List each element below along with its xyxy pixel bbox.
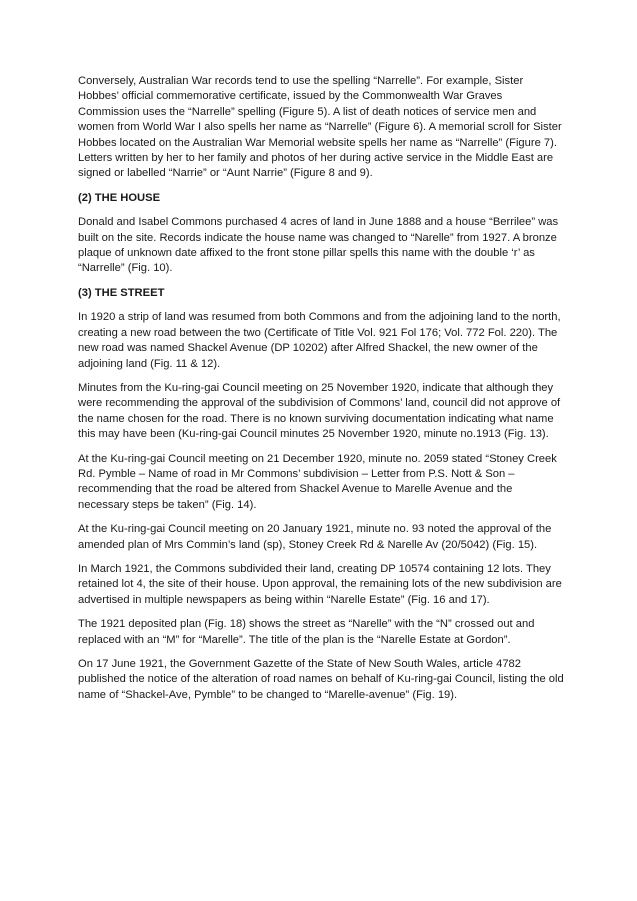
section-heading-house: (2) THE HOUSE	[78, 191, 161, 204]
paragraph-council-nov-1920: Minutes from the Ku-ring-gai Council meeting on 25 November 1920, indicate that although they were recommending the approval of the subdivision of Commons’ land, council did not approve of the name chosen for the road. There is no known surviving documentation indicating what name this may have been (Ku-ring-gai Council minutes 25 November 1920, minute no.1913 (Fig. 13).	[78, 381, 561, 441]
paragraph-subdivision-march-1921: In March 1921, the Commons subdivided their land, creating DP 10574 containing 12 lots. They retained lot 4, the site of their house. Upon approval, the remaining lots of the new subdivision are advertised in multiple newspapers as being within “Narelle Estate” (Fig. 16 and 17).	[78, 562, 562, 606]
section-heading-street: (3) THE STREET	[78, 286, 165, 299]
paragraph-council-dec-1920: At the Ku-ring-gai Council meeting on 21 December 1920, minute no. 2059 stated “Stoney Creek Rd. Pymble – Name of road in Mr Commons’ subdivision – Letter from P.S. Nott & Son – recommending that the road be altered from Shackel Avenue to Marelle Avenue and the necessary steps be taken” (Fig. 14).	[78, 452, 557, 511]
paragraph-government-gazette: On 17 June 1921, the Government Gazette of the State of New South Wales, article 4782 published the notice of the alteration of road names on behalf of Ku-ring-gai Council, listing the old name of “Shackel-Ave, Pymble” to be changed to “Marelle-avenue” (Fig. 19).	[78, 658, 564, 701]
paragraph-deposited-plan: The 1921 deposited plan (Fig. 18) shows the street as “Narelle” with the “N” crossed out and replaced with an “M” for “Marelle”. The title of the plan is the “Narelle Estate at Gordon”.	[78, 618, 535, 646]
paragraph-council-jan-1921: At the Ku-ring-gai Council meeting on 20 January 1921, minute no. 93 noted the approval of the amended plan of Mrs Commin’s land (sp), Stoney Creek Rd & Narelle Av (20/5042) (Fig. 15).	[78, 523, 552, 551]
paragraph-war-records: Conversely, Australian War records tend to use the spelling “Narrelle”. For example, Sister Hobbes’ official commemorative certificate, issued by the Commonwealth War Graves Commission uses the “Narrelle” spelling (Figure 5). A list of death notices of service men and women from World War I also spells her name as “Narrelle” (Figure 6). A memorial scroll for Sister Hobbes located on the Australian War Memorial website spells her name as “Narrelle” (Figure 7). Letters written by her to her family and photos of her during active service in the Middle East are signed or labelled “Narrie” or “Aunt Narrie” (Figure 8 and 9).	[78, 75, 562, 180]
paragraph-house: Donald and Isabel Commons purchased 4 acres of land in June 1888 and a house “Berrilee” was built on the site. Records indicate the house name was changed to “Narelle” from 1927. A bronze plaque of unknown date affixed to the front stone pillar spells this name with the double ‘r’ as “Narrelle” (Fig. 10).	[78, 216, 559, 275]
document-page	[78, 74, 564, 712]
paragraph-street-1920: In 1920 a strip of land was resumed from both Commons and from the adjoining land to the north, creating a new road between the two (Certificate of Title Vol. 921 Fol 176; Vol. 772 Fol. 220). The new road was named Shackel Avenue (DP 10202) after Alfred Shackel, the new owner of the adjoining land (Fig. 11 & 12).	[78, 311, 561, 370]
